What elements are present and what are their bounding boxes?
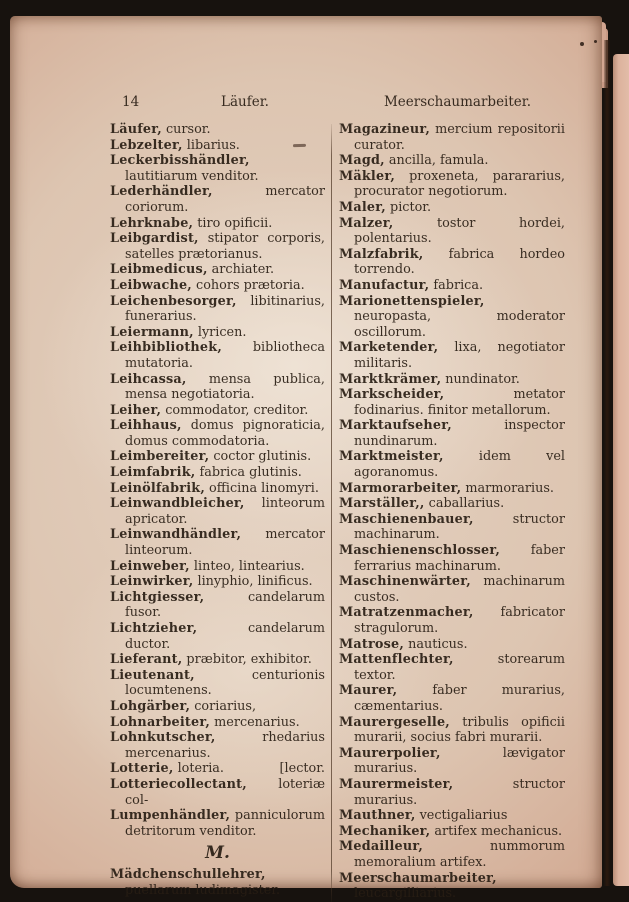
entry-headword: Maurergeselle, bbox=[339, 714, 450, 730]
entry-headword: Lotteriecollectant, bbox=[110, 776, 247, 792]
dictionary-entry: Marionettenspieler, neuropasta, moderator oscillorum. bbox=[339, 293, 565, 340]
entry-headword: Manufactur, bbox=[339, 277, 430, 293]
dictionary-entry: Läufer, cursor. bbox=[110, 122, 211, 137]
dictionary-entry: Leiermann, lyricen. bbox=[110, 324, 247, 340]
dictionary-entry: Leckerbisshändler, lautitiarum venditor. bbox=[110, 153, 259, 184]
entry-headword: Maler, bbox=[339, 199, 386, 215]
dictionary-entry: Maschienenbauer, structor machinarum. bbox=[339, 511, 565, 543]
entry-headword: Marktaufseher, bbox=[339, 418, 452, 434]
entry-headword: Lichtzieher, bbox=[110, 621, 198, 636]
dust-speck bbox=[580, 42, 584, 46]
entry-headword: Maurermeister, bbox=[339, 776, 454, 792]
entry-headword: Leinweber, bbox=[110, 558, 190, 574]
dictionary-entry: Manufactur, fabrica. bbox=[339, 277, 484, 293]
entry-headword: Leibgardist, bbox=[110, 231, 199, 247]
dictionary-entry: Lohnkutscher, rhedarius mercenarius. bbox=[110, 730, 325, 761]
dictionary-entry: Lumpenhändler, panniculorum detritorum venditor. bbox=[110, 808, 325, 839]
entry-headword: Malzer, bbox=[339, 215, 394, 231]
dictionary-entry: Maurermeister, structor murarius. bbox=[339, 776, 565, 808]
right-column bbox=[339, 122, 565, 902]
dictionary-entry: Matratzenmacher, fabricator stragulorum. bbox=[339, 605, 565, 636]
dictionary-entry: Leihbibliothek, bibliotheca mutatoria. bbox=[110, 340, 325, 371]
dictionary-entry: Marktkrämer, nundinator. bbox=[339, 371, 520, 387]
entry-headword: Marmorarbeiter, bbox=[339, 480, 462, 496]
entry-headword: Magd, bbox=[339, 153, 385, 169]
entry-headword: Marställer,, bbox=[339, 496, 425, 512]
dictionary-entry: Meerschaumarbeiter, leucargilliarius. bbox=[339, 870, 497, 902]
entry-headword: Leinwirker, bbox=[110, 574, 194, 590]
dictionary-entry: Malzer, tostor hordei, polentarius. bbox=[339, 215, 565, 247]
dictionary-entry: Lotteriecollectant, loteriæ col- bbox=[110, 776, 325, 808]
entry-headword: Lichtgiesser, bbox=[110, 589, 205, 605]
dictionary-entry: Leinwirker, linyphio, linificus. bbox=[110, 574, 313, 590]
column-divider-rule bbox=[331, 124, 332, 902]
dictionary-entry: Mäkler, proxeneta, parararius, procurator negotiorum. bbox=[339, 168, 565, 200]
dictionary-entry: [lector. Lotterie, loteria. bbox=[110, 761, 325, 777]
dictionary-entry: Leimbereiter, coctor glutinis. bbox=[110, 449, 312, 465]
entry-headword: Magazineur, bbox=[339, 122, 431, 137]
entry-headword: Leibmedicus, bbox=[110, 262, 208, 278]
catchword: [lector. bbox=[279, 761, 325, 777]
entry-headword: Matratzenmacher, bbox=[339, 605, 474, 621]
entry-headword: Leihhaus, bbox=[110, 418, 182, 434]
entry-headword: Leinwandbleicher, bbox=[110, 496, 245, 512]
section-letter-heading: M. bbox=[205, 843, 230, 864]
dictionary-entry: Magd, ancilla, famula. bbox=[339, 153, 489, 169]
entry-headword: Leihbibliothek, bbox=[110, 340, 222, 356]
entry-headword: Leihcassa, bbox=[110, 371, 187, 387]
entry-headword: Maschienenschlosser, bbox=[339, 543, 501, 559]
dictionary-entry: Marställer,, caballarius. bbox=[339, 496, 505, 512]
entry-headword: Läufer, bbox=[110, 122, 162, 137]
entry-headword: Leinölfabrik, bbox=[110, 480, 205, 496]
dictionary-entry: Mauthner, vectigaliarius bbox=[339, 808, 508, 824]
dictionary-entry: Leimfabrik, fabrica glutinis. bbox=[110, 465, 302, 481]
entry-headword: Leiher, bbox=[110, 402, 162, 418]
dictionary-entry: Leinölfabrik, officina linomyri. bbox=[110, 480, 319, 496]
entry-headword: Lehrknabe, bbox=[110, 215, 194, 231]
entry-headword: Mattenflechter, bbox=[339, 652, 454, 668]
dictionary-entry: Marktaufseher, inspector nundinarum. bbox=[339, 418, 565, 449]
entry-headword: Leibwache, bbox=[110, 277, 192, 293]
entry-headword: Lieferant, bbox=[110, 652, 183, 668]
dictionary-entry: Matrose, nauticus. bbox=[339, 636, 468, 652]
dictionary-entry: Mechaniker, artifex mechanicus. bbox=[339, 823, 563, 839]
entry-headword: Medailleur, bbox=[339, 839, 424, 855]
entry-headword: Mauthner, bbox=[339, 808, 416, 824]
running-head-right: Meerschaumarbeiter. bbox=[383, 94, 532, 110]
dictionary-entry: Leihhaus, domus pignoraticia, domus commodatoria. bbox=[110, 418, 325, 449]
entry-headword: Mechaniker, bbox=[339, 823, 431, 839]
dictionary-entry: Medailleur, nummorum memoralium artifex. bbox=[339, 839, 565, 870]
dictionary-entry: Leibwache, cohors prætoria. bbox=[110, 277, 305, 293]
entry-headword: Lumpenhändler, bbox=[110, 808, 231, 824]
dictionary-entry: Mattenflechter, storearum textor. bbox=[339, 652, 565, 683]
dictionary-entry: Marktmeister, idem vel agoranomus. bbox=[339, 449, 565, 481]
dictionary-entry: Lohgärber, coriarius, bbox=[110, 698, 257, 714]
entry-headword: Marketender, bbox=[339, 340, 439, 356]
dictionary-entry: Maurer, faber murarius, cæmentarius. bbox=[339, 683, 565, 714]
dictionary-entry: Leiher, commodator, creditor. bbox=[110, 402, 309, 418]
dictionary-entry: Maschinenwärter, machinarum custos. bbox=[339, 574, 565, 605]
dictionary-entry: Mädchenschullehrer, puellarum ludimagister. bbox=[110, 866, 281, 898]
running-head-left: Läufer. bbox=[221, 94, 269, 110]
book-gutter bbox=[604, 40, 610, 886]
dictionary-entry: Marmorarbeiter, marmorarius. bbox=[339, 480, 554, 496]
dictionary-entry: Maurerpolier, lævigator murarius. bbox=[339, 745, 565, 777]
entry-headword: Marktkrämer, bbox=[339, 371, 442, 387]
entry-headword: Marionettenspieler, bbox=[339, 293, 485, 309]
dictionary-entry: Leinwandbleicher, linteorum apricator. bbox=[110, 496, 325, 527]
dust-speck bbox=[594, 40, 597, 43]
dictionary-entry: Lebzelter, libarius. bbox=[110, 137, 240, 153]
entry-headword: Maurerpolier, bbox=[339, 745, 441, 761]
entry-headword: Marktmeister, bbox=[339, 449, 444, 465]
entry-headword: Leichenbesorger, bbox=[110, 293, 237, 309]
entry-headword: Mädchenschullehrer, bbox=[110, 866, 266, 882]
dictionary-entry: Markscheider, metator fodinarius. finitor metallorum. bbox=[339, 387, 565, 418]
dictionary-entry: Lieferant, præbitor, exhibitor. bbox=[110, 652, 312, 668]
entry-headword: Lieutenant, bbox=[110, 667, 195, 683]
entry-headword: Matrose, bbox=[339, 636, 405, 652]
book-page bbox=[10, 16, 602, 902]
dictionary-entry: Maurergeselle, tribulis opificii murarii, socius fabri murarii. bbox=[339, 714, 565, 746]
dictionary-entry: Leibgardist, stipator corporis, satelles prætorianus. bbox=[110, 231, 325, 262]
entry-headword: Lotterie, bbox=[110, 761, 174, 777]
dictionary-entry: Lichtzieher, candelarum ductor. bbox=[110, 621, 325, 652]
dictionary-entry: Lieutenant, centurionis locumtenens. bbox=[110, 667, 325, 699]
entry-headword: Lohnarbeiter, bbox=[110, 714, 211, 730]
entry-headword: Leimfabrik, bbox=[110, 465, 196, 481]
entry-headword: Mäkler, bbox=[339, 168, 395, 184]
entry-headword: Markscheider, bbox=[339, 387, 445, 403]
entry-headword: Maurer, bbox=[339, 683, 398, 699]
entry-headword: Leiermann, bbox=[110, 324, 194, 340]
dictionary-entry: Lohnarbeiter, mercenarius. bbox=[110, 714, 300, 730]
dictionary-columns bbox=[110, 122, 565, 902]
page-number: 14 bbox=[122, 94, 140, 110]
dictionary-entry: Maschienenschlosser, faber ferrarius machinarum. bbox=[339, 543, 565, 574]
entry-headword: Maschinenwärter, bbox=[339, 574, 471, 590]
entry-headword: Maschienenbauer, bbox=[339, 511, 474, 527]
entry-headword: Lohgärber, bbox=[110, 698, 191, 714]
entry-headword: Leinwandhändler, bbox=[110, 527, 242, 543]
dictionary-entry: Maler, pictor. bbox=[339, 199, 432, 215]
dictionary-entry: Magazineur, mercium repositorii curator. bbox=[339, 122, 565, 153]
dictionary-entry: Lehrknabe, tiro opificii. bbox=[110, 215, 273, 231]
entry-headword: Leimbereiter, bbox=[110, 449, 210, 465]
dictionary-entry: Lichtgiesser, candelarum fusor. bbox=[110, 589, 325, 621]
adjacent-page-edge bbox=[613, 54, 629, 886]
dictionary-entry: Leihcassa, mensa publica, mensa negotiatoria. bbox=[110, 371, 325, 403]
entry-headword: Lohnkutscher, bbox=[110, 730, 216, 746]
dictionary-entry: Leinweber, linteo, lintearius. bbox=[110, 558, 305, 574]
dictionary-entry: Lederhändler, mercator coriorum. bbox=[110, 184, 325, 215]
left-column bbox=[110, 122, 325, 902]
entry-headword: Leckerbisshändler, bbox=[110, 153, 250, 169]
dictionary-entry: Leinwandhändler, mercator linteorum. bbox=[110, 527, 325, 559]
entry-headword: Malzfabrik, bbox=[339, 246, 424, 262]
dictionary-entry: Marketender, lixa, negotiator militaris. bbox=[339, 340, 565, 371]
entry-headword: Meerschaumarbeiter, bbox=[339, 870, 497, 886]
dictionary-entry: Leibmedicus, archiater. bbox=[110, 262, 275, 278]
dictionary-entry: Leichenbesorger, libitinarius, funerarius. bbox=[110, 293, 325, 325]
entry-headword: Lebzelter, bbox=[110, 137, 183, 153]
dictionary-entry: Malzfabrik, fabrica hordeo torrendo. bbox=[339, 246, 565, 278]
entry-headword: Lederhändler, bbox=[110, 184, 213, 200]
